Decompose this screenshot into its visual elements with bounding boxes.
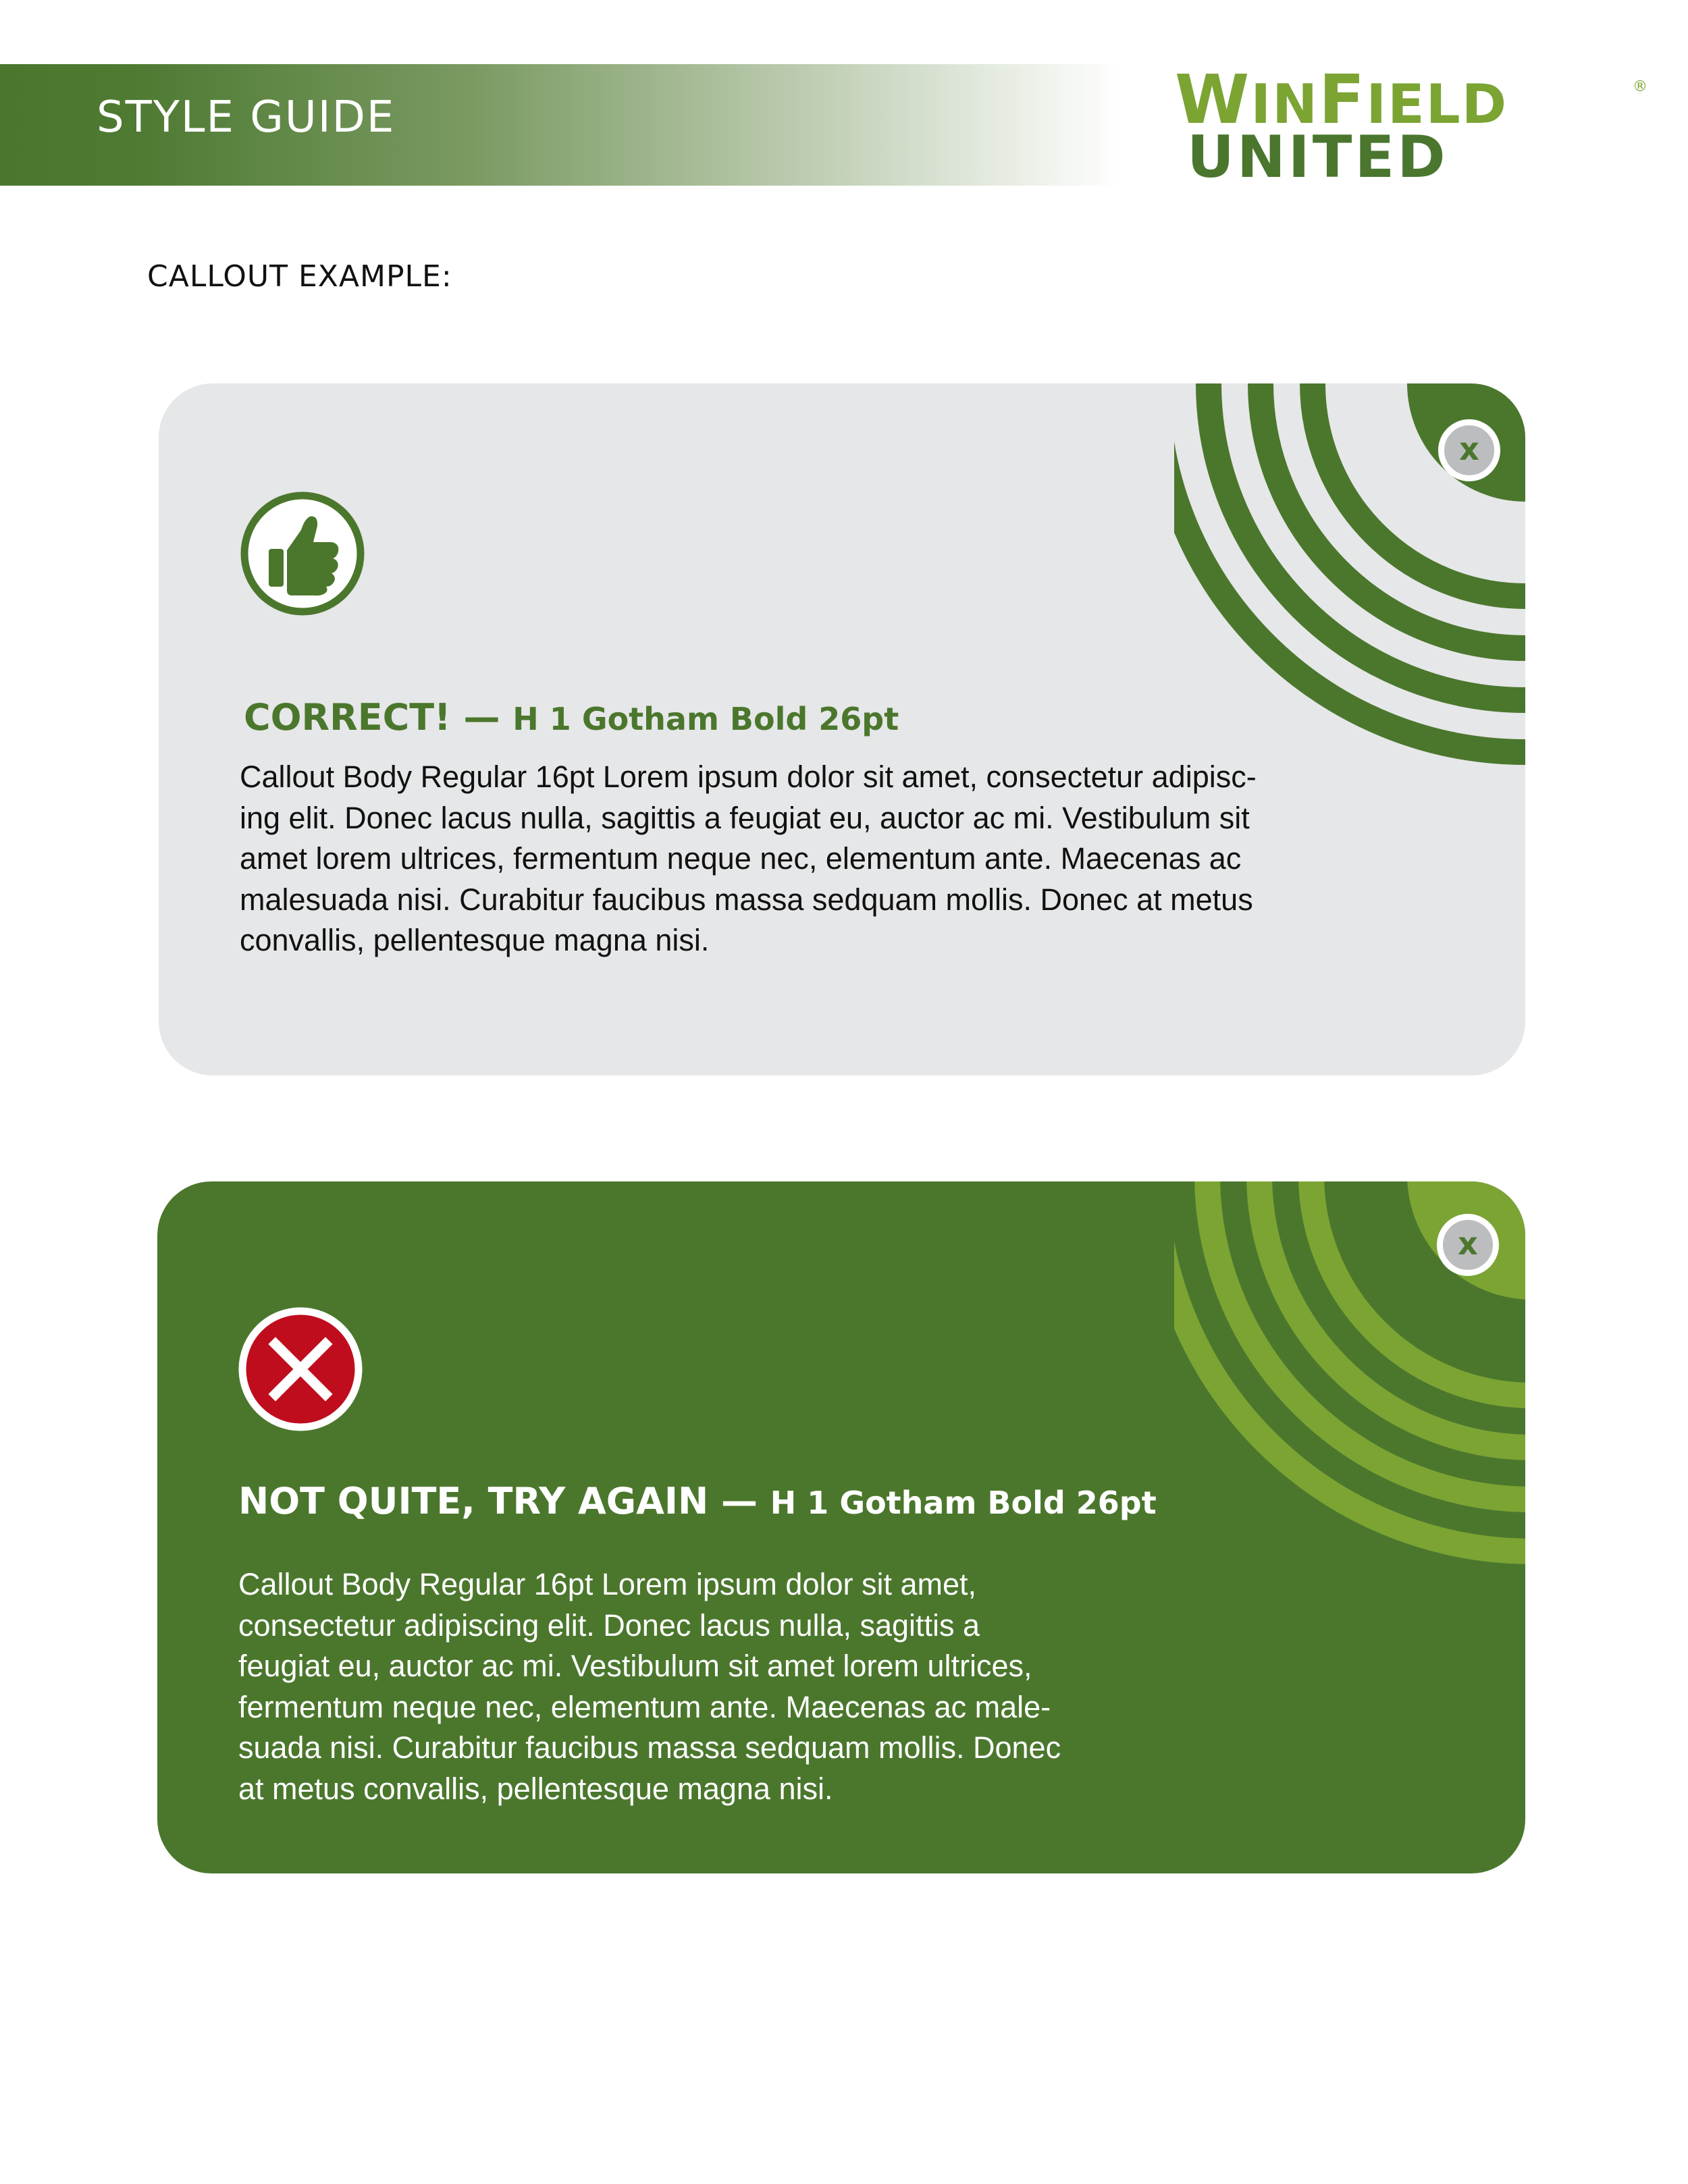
- callout-heading: NOT QUITE, TRY AGAIN — H 1 Gotham Bold 26pt: [238, 1480, 1157, 1522]
- body-line: fermentum neque nec, elementum ante. Maecenas ac male-: [238, 1689, 1051, 1724]
- body-line: feugiat eu, auctor ac mi. Vestibulum sit amet lorem ultrices,: [238, 1649, 1032, 1683]
- body-line: Callout Body Regular 16pt Lorem ipsum dolor sit amet,: [238, 1567, 977, 1601]
- winfield-united-logo: [1175, 60, 1647, 191]
- registered-mark: ®: [1633, 78, 1647, 95]
- logo-wordmark-winfield: WINFIELD: [1175, 60, 1508, 139]
- body-line: at metus convallis, pellentesque magna nisi.: [238, 1771, 833, 1806]
- body-line: Callout Body Regular 16pt Lorem ipsum dolor sit amet, consectetur adipisc-: [240, 760, 1257, 794]
- body-line: consectetur adipiscing elit. Donec lacus nulla, sagittis a: [238, 1607, 980, 1643]
- close-button[interactable]: [1437, 1214, 1499, 1276]
- x-circle-icon: [236, 1305, 365, 1433]
- body-line: malesuada nisi. Curabitur faucibus massa sedquam mollis. Donec at metus: [240, 882, 1253, 917]
- callout-correct: [159, 383, 1525, 1075]
- section-label: CALLOUT EXAMPLE:: [147, 259, 452, 294]
- callout-body: [240, 757, 1257, 961]
- body-line: suada nisi. Curabitur faucibus massa sedquam mollis. Donec: [238, 1730, 1061, 1765]
- close-button[interactable]: [1438, 419, 1500, 481]
- page-title: STYLE GUIDE: [97, 92, 396, 142]
- callout-body: [238, 1564, 1061, 1809]
- callout-heading: CORRECT! — H 1 Gotham Bold 26pt: [244, 696, 899, 739]
- logo-wordmark-united: UNITED: [1187, 124, 1448, 191]
- body-line: ing elit. Donec lacus nulla, sagittis a feugiat eu, auctor ac mi. Vestibulum sit: [240, 800, 1250, 835]
- body-line: amet lorem ultrices, fermentum neque nec, elementum ante. Maecenas ac: [240, 841, 1242, 876]
- close-icon: x: [1459, 431, 1479, 467]
- callout-incorrect: [157, 1181, 1525, 1873]
- body-line: convallis, pellentesque magna nisi.: [240, 923, 710, 957]
- thumbs-up-icon: [238, 489, 367, 618]
- close-icon: x: [1458, 1225, 1478, 1262]
